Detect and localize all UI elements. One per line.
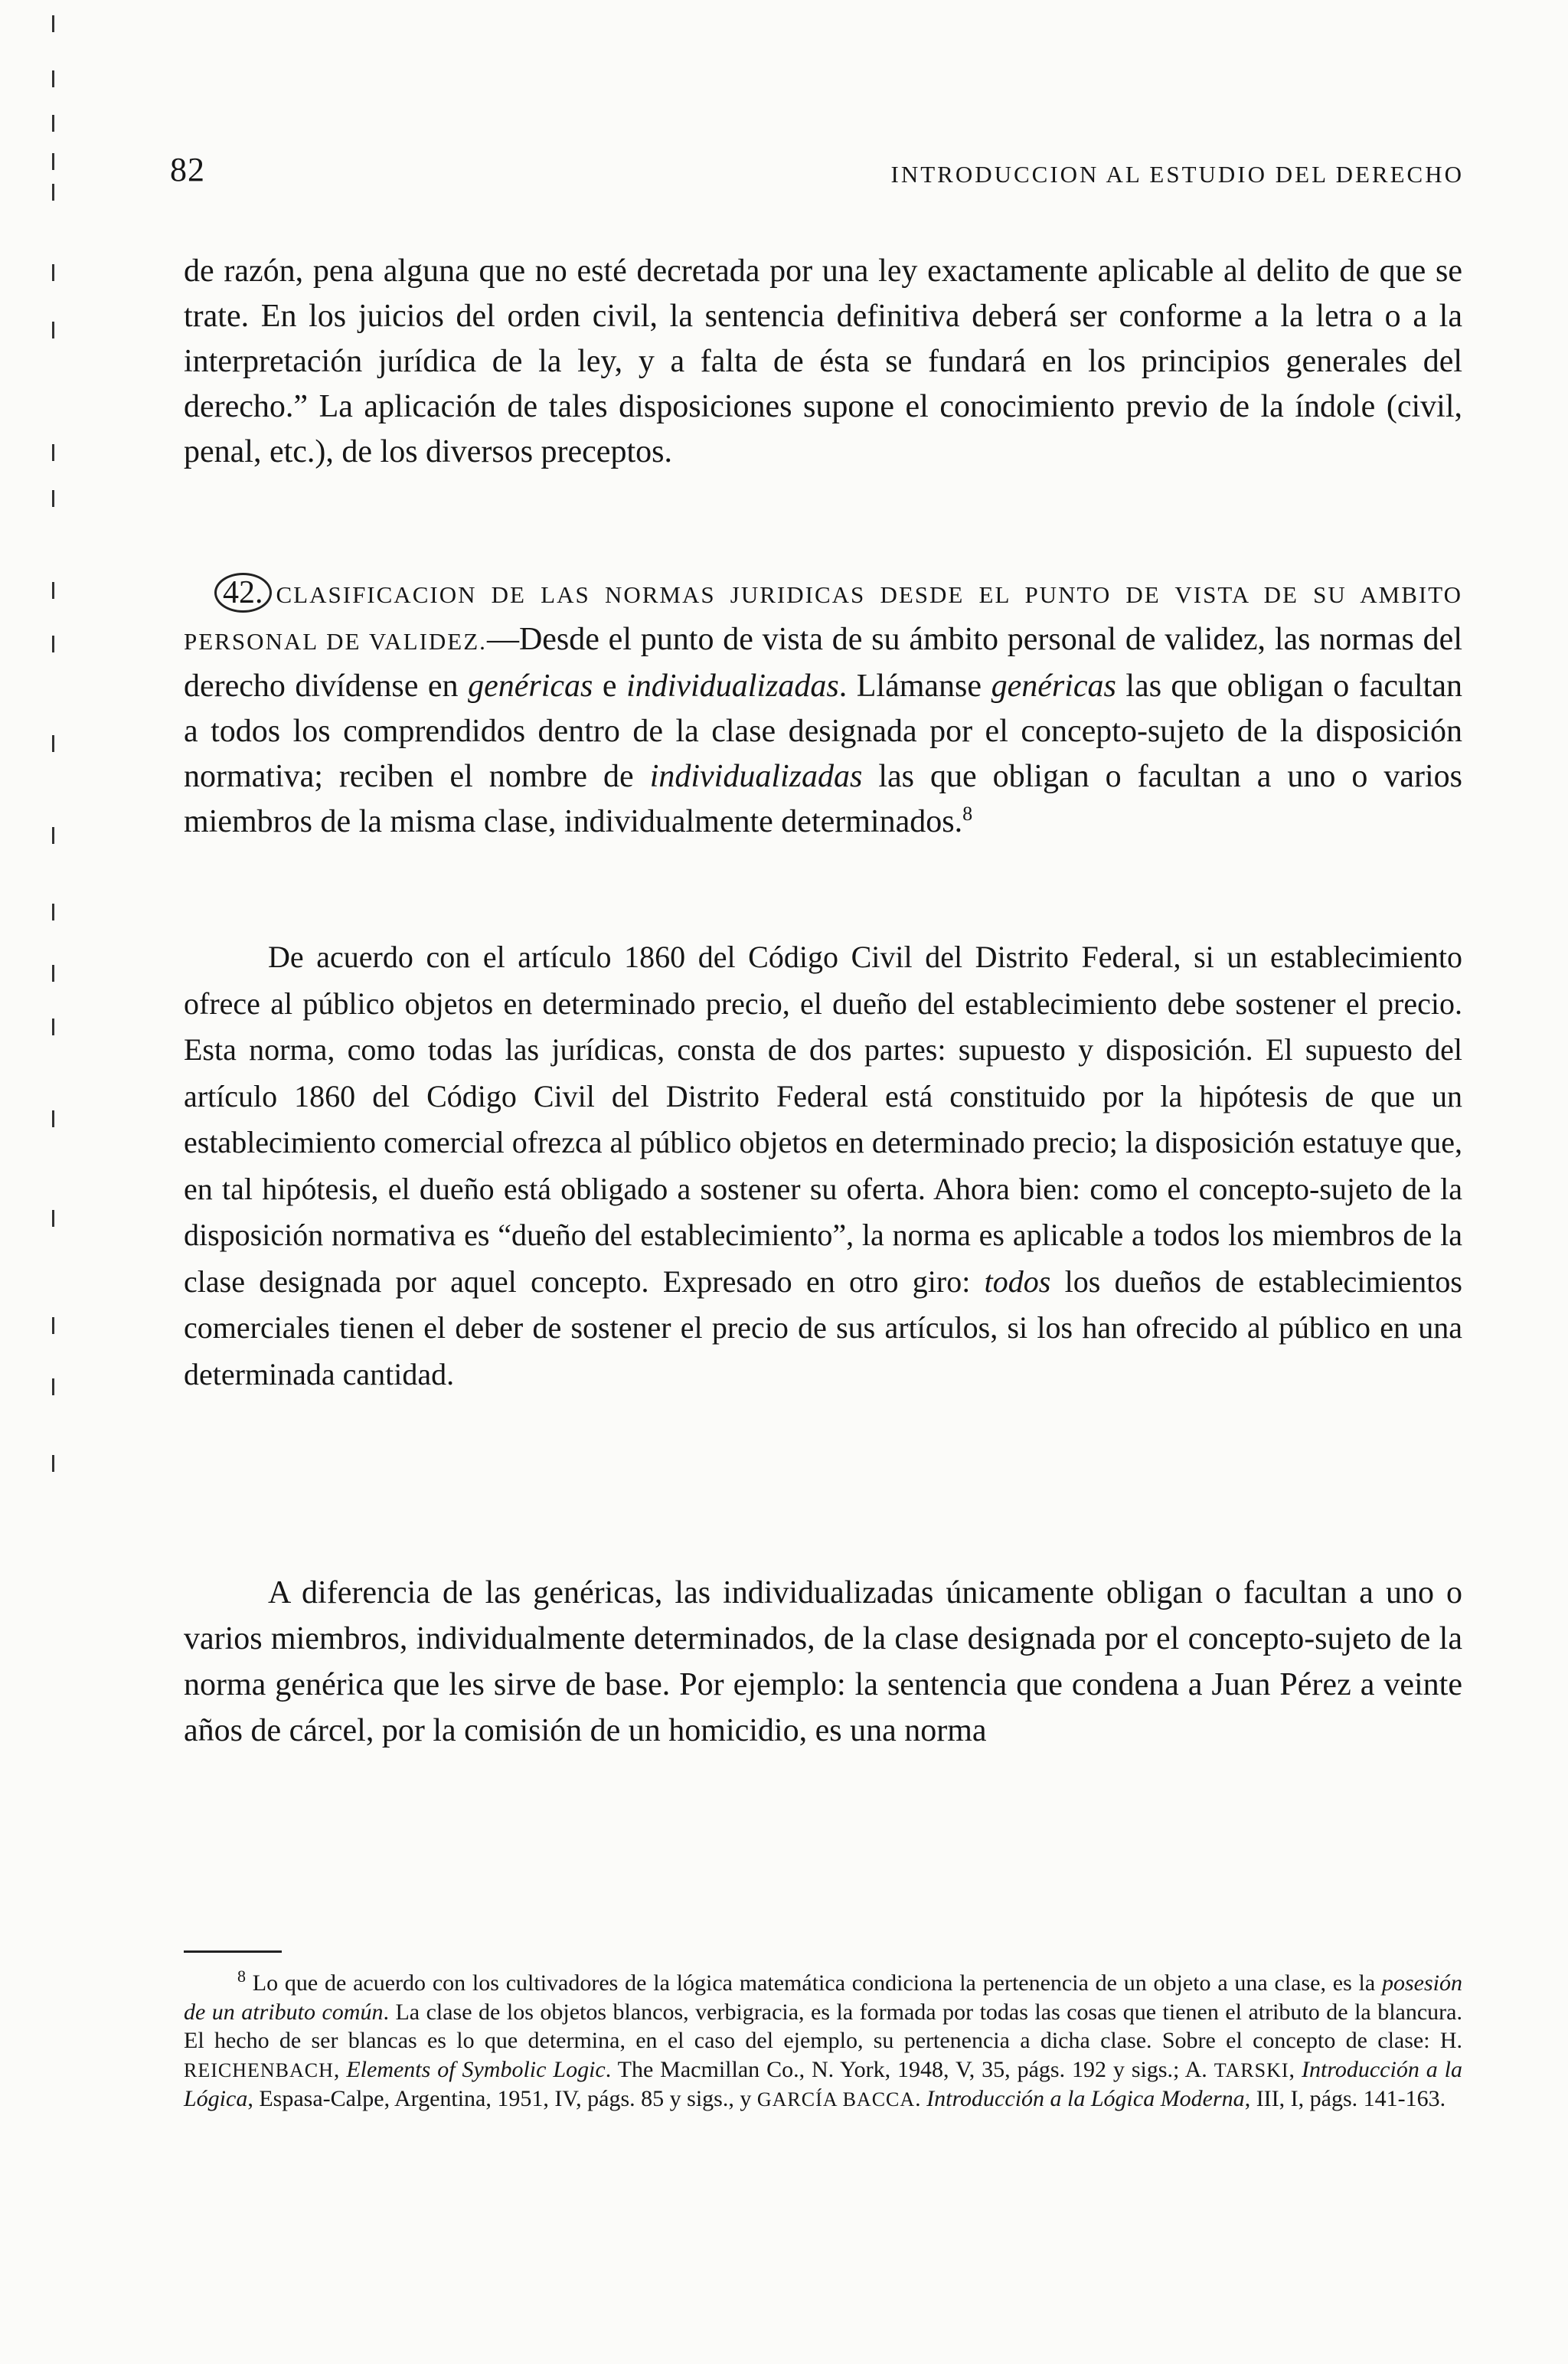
section-heading: CLASIFICACION DE LAS NORMAS JURIDICAS DESDE EL PUNTO DE VISTA DE SU AMBITO PERSONAL DE VALIDEZ. [184, 581, 1462, 655]
section-text-after: las que obligan o facultan a uno o varios miembros de la misma clase, individualmente determinados. [184, 759, 1463, 839]
footnote-text-6: , Espasa-Calpe, Argentina, 1951, IV, págs. 85 y sigs., y [247, 2086, 757, 2111]
paragraph-continuation: de razón, pena alguna que no esté decretada por una ley exactamente aplicable al delito de que se trate. En los juicios del orden civil, la sentencia definitiva deberá ser conforme a la letra o a la interpretación jurídica de la ley, y a falta de ésta se fundará en los principios generales del derecho.” La aplicación de tales disposiciones supone el conocimiento previo de la índole (civil, penal, etc.), de los diversos preceptos. [184, 253, 1462, 469]
section-text-middle-3: las que obligan o facultan a todos los comprendidos dentro de la clase designada por el concepto-sujeto de la disposición normativa; reciben el nombre de [184, 669, 1462, 794]
footnote-reference: 8 [962, 803, 973, 825]
footnote-author-tarski: TARSKI [1214, 2058, 1289, 2081]
footnote-text-4: . The Macmillan Co., N. York, 1948, V, 35, págs. 192 y sigs.; A. [605, 2056, 1214, 2082]
footnote-text-1: Lo que de acuerdo con los cultivadores de la lógica matemática condiciona la pertenencia de un objeto a una clase, es la [246, 1970, 1382, 1996]
footnote-8 [184, 1962, 1462, 2114]
paragraph-3-text: De acuerdo con el artículo 1860 del Código Civil del Distrito Federal, si un establecimiento ofrece al público objetos en determinado precio, el dueño del establecimiento debe sostener el precio. Esta norma, como todas las jurídicas, consta de dos partes: supuesto y disposición. El supuesto del artículo 1860 del Código Civil del Distrito Federal está constituido por la hipótesis de que un establecimiento comercial ofrezca al público objetos en determinado precio; la disposición estatuye que, en tal hipótesis, el dueño está obligado a sostener su oferta. Ahora bien: como el concepto-sujeto de la disposición normativa es “dueño del establecimiento”, la norma es aplicable a todos los miembros de la clase designada por aquel concepto. Expresado en otro giro: [184, 940, 1462, 1299]
paragraph-individualizadas: A diferencia de las genéricas, las individualizadas únicamente obligan o facultan a uno o varios miembros, individualmente determinados, de la clase designada por el concepto-sujeto de la norma genérica que les sirve de base. Por ejemplo: la sentencia que condena a Juan Pérez a veinte años de cárcel, por la comisión de un homicidio, es una norma [184, 1575, 1462, 1748]
term-individualizadas-2: individualizadas [649, 759, 863, 794]
section-text-middle-2: . Llámanse [838, 669, 991, 704]
section-number: 42. [214, 573, 272, 613]
footnote-italic-3: Introducción a la Lógica [184, 2056, 1463, 2111]
footnote-author-reichenbach: REICHENBACH [184, 2058, 334, 2081]
footnote-italic-1: posesión de un atributo común [184, 1970, 1462, 2025]
section-text-middle-1: e [593, 669, 627, 704]
term-genericas-2: genéricas [991, 669, 1116, 704]
paragraph-article-1860 [184, 934, 1462, 1398]
paragraph-3-text-end: los dueños de establecimientos comerciales tienen el deber de sostener el precio de sus artículos, si los han ofrecido al público en una determinada cantidad. [184, 1264, 1462, 1391]
margin-marks [46, 0, 61, 2364]
footnote-text-5: , [1289, 2056, 1302, 2082]
section-42 [184, 571, 1462, 845]
footnote-divider [184, 1950, 282, 1953]
running-title: INTRODUCCION AL ESTUDIO DEL DERECHO [890, 161, 1464, 188]
footnote-italic-4: Introducción a la Lógica Moderna [926, 2086, 1245, 2111]
footnote-italic-2: Elements of Symbolic Logic [346, 2056, 606, 2082]
term-genericas: genéricas [468, 669, 593, 704]
page-number: 82 [170, 151, 205, 188]
page-header [170, 150, 1464, 204]
section-text-before: —Desde el punto de vista de su ámbito personal de validez, las normas del derecho divídense en [184, 622, 1462, 704]
footnote-marker: 8 [237, 1967, 246, 1986]
footnote-author-garcia-bacca: GARCÍA BACCA [756, 2088, 916, 2111]
footnote-text-7: . [915, 2086, 927, 2111]
footnote-text-8: , III, I, págs. 141-163. [1244, 2086, 1446, 2111]
term-individualizadas: individualizadas [626, 669, 839, 704]
paragraph-3-emphasis: todos [984, 1264, 1051, 1299]
footnote-text-3: , [333, 2056, 347, 2082]
footnote-text-2: . La clase de los objetos blancos, verbigracia, es la formada por todas las cosas que tienen el atributo de la blancura. El hecho de ser blancas es lo que determina, en el caso del ejemplo, su pertenencia a dicha clase. Sobre el concepto de clase: H. [184, 1999, 1462, 2053]
